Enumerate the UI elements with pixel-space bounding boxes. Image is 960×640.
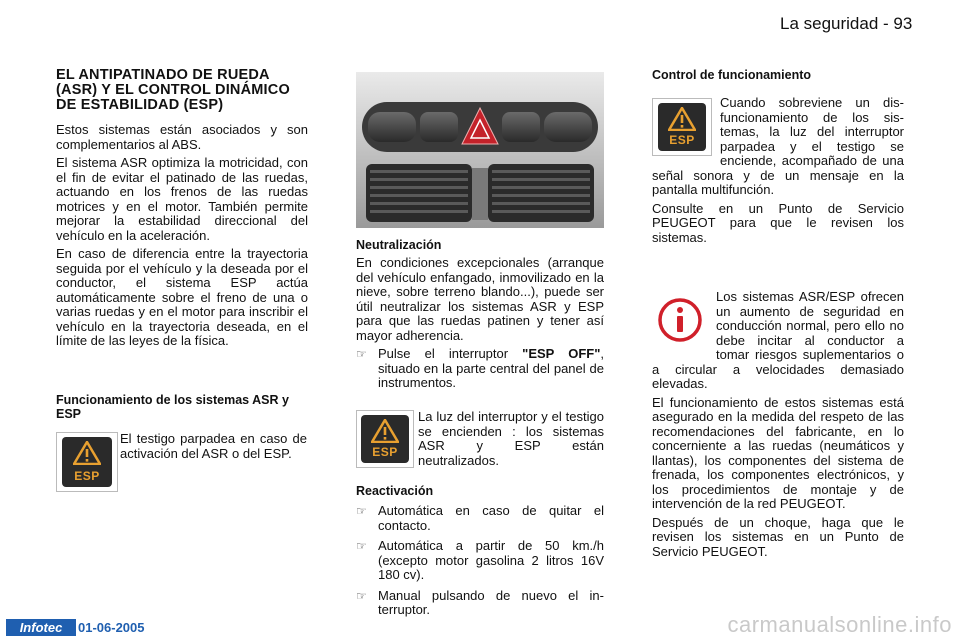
react-bullet-text: Automática a partir de 50 km./h (excepto motor gasolina 2 litros 16V 180 cv). bbox=[378, 538, 604, 582]
neutral-title: Neutralización bbox=[356, 238, 442, 252]
column-1 bbox=[56, 68, 308, 353]
watermark: carmanualsonline.info bbox=[727, 612, 952, 637]
react-bullet bbox=[356, 539, 604, 583]
esp-label: ESP bbox=[669, 133, 695, 147]
esp-off-text: La luz del interruptor y el testigo se encienden : los sistemas ASR y ESP están neutralizados. bbox=[418, 409, 604, 468]
pointing-hand-icon: ☞ bbox=[356, 588, 367, 603]
esp-warning-icon bbox=[658, 103, 706, 151]
esp-warning-box-2 bbox=[356, 410, 414, 468]
dashboard-photo bbox=[356, 72, 604, 228]
info-icon-box bbox=[652, 292, 708, 348]
neutral-text: En condiciones excepcionales (arranque del vehículo enfangado, inmovilizado en la nieve, sobre terreno blando...), puede ser útil neutralizar los sistemas ASR y ESP para que las ruedas patinen y tener así mayor adherencia. bbox=[356, 255, 604, 343]
footer-date: 01-06-2005 bbox=[78, 620, 145, 635]
func-text: El testigo parpadea en caso de activación del ASR o del ESP. bbox=[120, 431, 307, 461]
info-text: Los sistemas ASR/ESP ofrecen un aumento de seguridad en conducción normal, pero ello no debe incitar al conductor a tomar riesgos suplementarios o a circular a velocidades demasiado elevadas. bbox=[652, 289, 904, 391]
neutral-bullet-text: Pulse el interruptor "ESP OFF", situado en la parte central del panel de instrumentos. bbox=[378, 346, 604, 390]
pointing-hand-icon: ☞ bbox=[356, 347, 367, 361]
dashboard-illustration bbox=[356, 72, 604, 228]
info-block bbox=[652, 290, 904, 563]
warning-triangle-icon bbox=[668, 107, 696, 131]
reactivation-section bbox=[356, 484, 604, 624]
paragraph-esp: En caso de diferencia entre la trayectoria seguida por el vehículo y la deseada por el conductor, el sistema ESP actúa automáticamente sobre el freno de una o varias ruedas y en el motor para inscribir el vehículo en la trayectoria deseada, en el límite de las leyes de la física. bbox=[56, 246, 308, 348]
react-title: Reactivación bbox=[356, 484, 434, 498]
info-icon bbox=[656, 296, 704, 344]
func-title: Funcionamiento de los sistemas ASR y ESP bbox=[56, 393, 289, 421]
control-text: Cuando sobreviene un disfuncionamiento de los sistemas, la luz del interruptor parpadea y el testigo se enciende, acompañado de una señal sonora y de un mensaje en la pantalla multifunción. bbox=[652, 95, 904, 197]
control-title: Control de funcionamiento bbox=[652, 68, 812, 82]
esp-off-label: "ESP OFF" bbox=[522, 346, 601, 361]
esp-warning-icon bbox=[62, 437, 112, 487]
warning-triangle-icon bbox=[371, 419, 399, 443]
react-bullet bbox=[356, 504, 604, 533]
paragraph-after-crash: Después de un choque, haga que le revisen los sistemas en un Punto de Servicio PEUGEOT. bbox=[652, 514, 904, 559]
control-block bbox=[652, 96, 904, 249]
esp-warning-box-1 bbox=[56, 432, 118, 492]
pointing-hand-icon: ☞ bbox=[356, 539, 367, 553]
column-2 bbox=[356, 238, 604, 397]
pointing-hand-icon: ☞ bbox=[356, 504, 367, 518]
esp-warning-box-3 bbox=[652, 98, 712, 156]
paragraph-recommendations: El funcionamiento de estos sistemas está asegurado en la medida del respeto de las recomendaciones del fabricante, en lo concerniente a las ruedas (neumáticos y llantas), los componentes del sistema de frenada, los componentes electrónicos, y los procedimientos de montaje y de intervención de la red PEUGEOT. bbox=[652, 394, 904, 511]
paragraph-asr: El sistema ASR optimiza la motricidad, con el fin de evitar el patinado de las ruedas, actuando en los frenos de las ruedas motrices y en el motor. También permite mejorar la estabilidad direccional del vehículo en la aceleración. bbox=[56, 155, 308, 243]
paragraph-intro: Estos sistemas están asociados y son complementarios al ABS. bbox=[56, 122, 308, 152]
react-bullet-text: Automática en caso de quitar el contacto. bbox=[378, 503, 604, 533]
infotec-logo: Infotec bbox=[6, 619, 76, 636]
warning-triangle-icon bbox=[73, 441, 101, 465]
esp-label: ESP bbox=[74, 469, 100, 483]
section-title: EL ANTIPATINADO DE RUEDA (ASR) Y EL CONTROL DINÁMICO DE ESTABILIDAD (ESP) bbox=[56, 67, 290, 113]
control-consult-text: Consulte en un Punto de Servicio PEUGEOT para que le revisen los sistemas. bbox=[652, 200, 904, 245]
page-header: La seguridad - 93 bbox=[780, 14, 913, 33]
react-bullet bbox=[356, 589, 604, 618]
esp-warning-icon bbox=[361, 415, 409, 463]
neutral-bullet bbox=[356, 347, 604, 391]
react-bullet-text: Manual pulsando de nuevo el interruptor. bbox=[378, 587, 604, 617]
esp-label: ESP bbox=[372, 445, 398, 459]
